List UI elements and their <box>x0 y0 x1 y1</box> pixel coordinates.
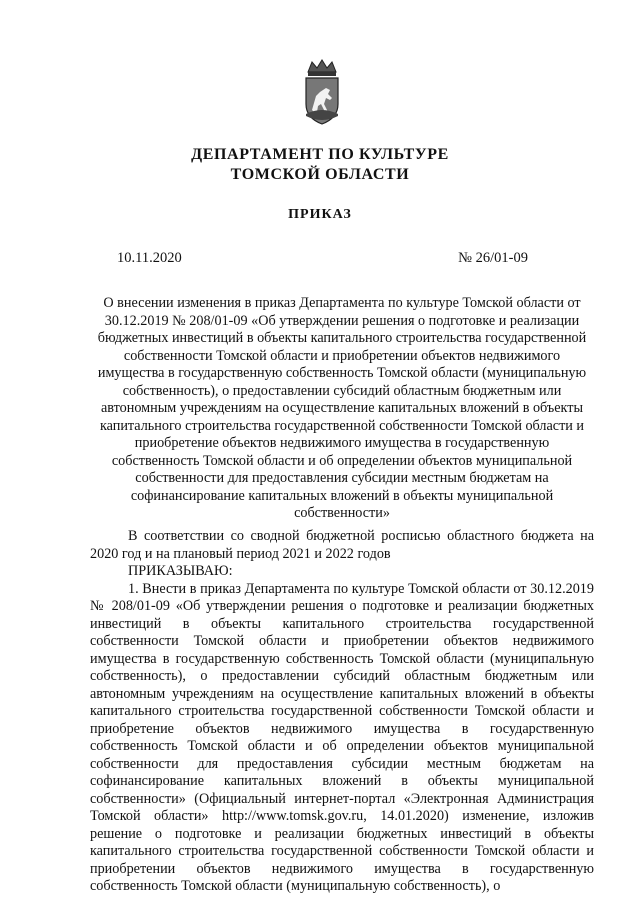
document-type: ПРИКАЗ <box>288 207 352 222</box>
document-date: 10.11.2020 <box>117 250 182 266</box>
tomsk-region-coat-of-arms-icon <box>300 58 344 128</box>
document-subject: О внесении изменения в приказ Департамента по культуре Томской области от 30.12.2019 № 208/01-09 «Об утверждении решения о подготовке и реализации бюджетных инвестиций в объекты капитального строительства государственной собственности Томской области и приобретении объектов недвижимого имущества в государственную собственность Томской области (муниципальную собственность), о предоставлении субсидий областным бюджетным или автономным учреждениям на осуществление капитальных вложений в объекты капитального строительства государственной собственности Томской области и приобретение объектов недвижимого имущества в государственную собственность Томской области и об определении объектов муниципальной собственности для предоставления субсидии местным бюджетам на софинансирование капитальных вложений в объекты муниципальной собственности» <box>97 295 587 521</box>
preamble-paragraph: В соответствии со сводной бюджетной росписью областного бюджета на 2020 год и на плановый период 2021 и 2022 годов <box>90 528 594 562</box>
item-1-paragraph: 1. Внести в приказ Департамента по культуре Томской области от 30.12.2019 № 208/01-09 «Об утверждении решения о подготовке и реализации бюджетных инвестиций в объекты капитального строительства государственной собственности Томской области и приобретении объектов недвижимого имущества в государственную собственность Томской области (муниципальную собственность), о предоставлении субсидий областным бюджетным или автономным учреждениям на осуществление капитальных вложений в объекты капитального строительства государственной собственности Томской области и приобретение объектов недвижимого имущества в государственную собственность Томской области и об определении объектов муниципальной собственности для предоставления субсидии местным бюджетам на софинансирование капитальных вложений в объекты муниципальной собственности» (Официальный интернет-портал «Электронная Администрация Томской области» http://www.tomsk.gov.ru, 14.01.2020) изменение, изложив решение о подготовке и реализации бюджетных инвестиций в объекты капитального строительства государственной собственности Томской области и приобретении объектов недвижимого имущества в государственную собственность Томской области (муниципальную собственность), о <box>90 580 594 894</box>
department-name <box>0 145 640 185</box>
department-line-2: ТОМСКОЙ ОБЛАСТИ <box>230 166 410 183</box>
document-number: № 26/01-09 <box>458 250 528 266</box>
department-line-1: ДЕПАРТАМЕНТ ПО КУЛЬТУРЕ <box>191 146 449 163</box>
document-body <box>90 528 594 896</box>
order-word: ПРИКАЗЫВАЮ: <box>128 563 233 579</box>
